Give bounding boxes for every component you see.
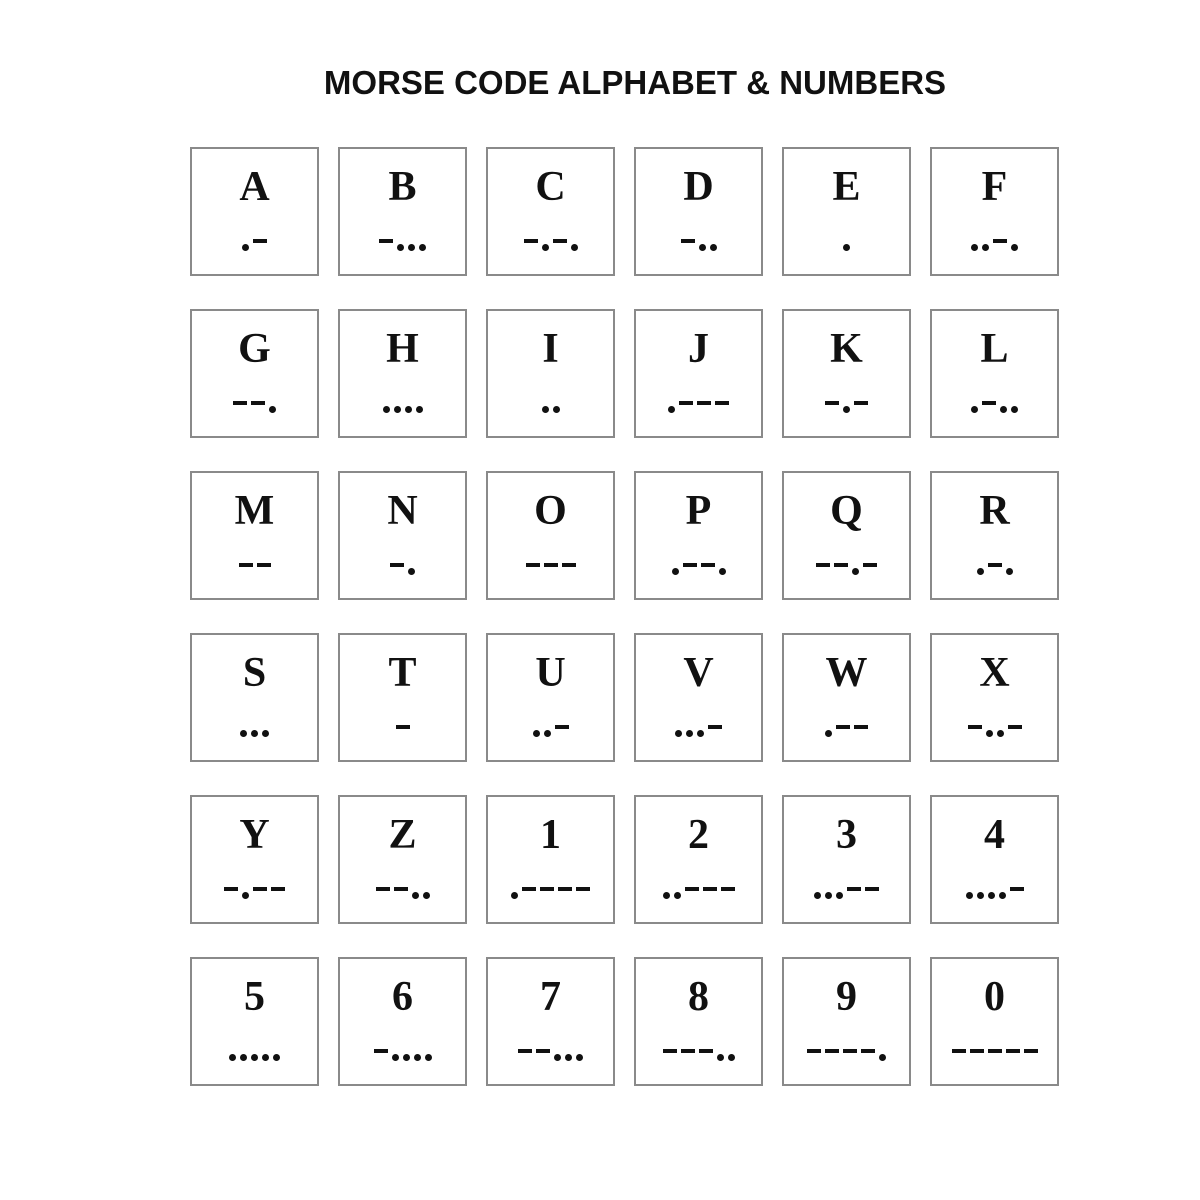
- card-character: Z: [388, 812, 417, 858]
- dot-icon: [408, 244, 415, 251]
- morse-card-e: [782, 147, 911, 276]
- dot-icon: [982, 244, 989, 251]
- dot-icon: [383, 406, 390, 413]
- dot-icon: [986, 730, 993, 737]
- card-morse-code: [488, 391, 613, 415]
- dash-icon: [816, 563, 830, 567]
- dash-icon: [685, 887, 699, 891]
- card-character: I: [542, 326, 559, 372]
- dot-icon: [719, 568, 726, 575]
- morse-card-h: [338, 309, 467, 438]
- dot-icon: [836, 892, 843, 899]
- morse-card-j: [634, 309, 763, 438]
- dot-icon: [544, 730, 551, 737]
- dash-icon: [708, 725, 722, 729]
- dot-icon: [699, 244, 706, 251]
- dash-icon: [558, 887, 572, 891]
- card-morse-code: [192, 877, 317, 901]
- dash-icon: [251, 401, 265, 405]
- dash-icon: [807, 1049, 821, 1053]
- dash-icon: [555, 725, 569, 729]
- dash-icon: [562, 563, 576, 567]
- dot-icon: [412, 892, 419, 899]
- dot-icon: [554, 1054, 561, 1061]
- morse-card-6: [338, 957, 467, 1086]
- card-morse-code: [636, 1039, 761, 1063]
- card-morse-code: [784, 553, 909, 577]
- dash-icon: [968, 725, 982, 729]
- dash-icon: [271, 887, 285, 891]
- morse-card-u: [486, 633, 615, 762]
- card-character: J: [688, 326, 709, 372]
- card-character: 1: [540, 812, 561, 858]
- dash-icon: [374, 1049, 388, 1053]
- morse-card-o: [486, 471, 615, 600]
- dot-icon: [423, 892, 430, 899]
- dash-icon: [861, 1049, 875, 1053]
- dot-icon: [825, 892, 832, 899]
- dash-icon: [681, 1049, 695, 1053]
- dash-icon: [1006, 1049, 1020, 1053]
- dash-icon: [988, 1049, 1002, 1053]
- card-character: N: [387, 488, 418, 534]
- dash-icon: [825, 1049, 839, 1053]
- dot-icon: [392, 1054, 399, 1061]
- dash-icon: [854, 725, 868, 729]
- dot-icon: [977, 568, 984, 575]
- dot-icon: [879, 1054, 886, 1061]
- dash-icon: [721, 887, 735, 891]
- card-character: 8: [688, 974, 709, 1020]
- morse-card-3: [782, 795, 911, 924]
- dot-icon: [229, 1054, 236, 1061]
- card-character: W: [825, 650, 868, 696]
- dash-icon: [524, 239, 538, 243]
- dash-icon: [865, 887, 879, 891]
- card-morse-code: [636, 877, 761, 901]
- card-character: V: [683, 650, 714, 696]
- card-character: Q: [830, 488, 863, 534]
- card-character: T: [388, 650, 417, 696]
- morse-card-t: [338, 633, 467, 762]
- dash-icon: [239, 563, 253, 567]
- dot-icon: [565, 1054, 572, 1061]
- morse-card-8: [634, 957, 763, 1086]
- morse-card-q: [782, 471, 911, 600]
- dash-icon: [522, 887, 536, 891]
- card-morse-code: [636, 715, 761, 739]
- card-morse-code: [932, 553, 1057, 577]
- dot-icon: [542, 244, 549, 251]
- dash-icon: [701, 563, 715, 567]
- dash-icon: [834, 563, 848, 567]
- card-morse-code: [488, 877, 613, 901]
- morse-card-7: [486, 957, 615, 1086]
- dash-icon: [825, 401, 839, 405]
- dot-icon: [240, 1054, 247, 1061]
- dash-icon: [847, 887, 861, 891]
- card-character: G: [238, 326, 271, 372]
- dash-icon: [836, 725, 850, 729]
- dot-icon: [511, 892, 518, 899]
- dot-icon: [262, 730, 269, 737]
- dot-icon: [397, 244, 404, 251]
- dot-icon: [571, 244, 578, 251]
- dot-icon: [971, 406, 978, 413]
- dash-icon: [854, 401, 868, 405]
- dash-icon: [663, 1049, 677, 1053]
- dash-icon: [697, 401, 711, 405]
- card-character: 6: [392, 974, 413, 1020]
- dot-icon: [825, 730, 832, 737]
- card-morse-code: [784, 391, 909, 415]
- dot-icon: [419, 244, 426, 251]
- dot-icon: [814, 892, 821, 899]
- card-character: 3: [836, 812, 857, 858]
- card-character: S: [242, 650, 267, 696]
- dot-icon: [414, 1054, 421, 1061]
- dash-icon: [1008, 725, 1022, 729]
- card-morse-code: [192, 553, 317, 577]
- card-morse-code: [192, 715, 317, 739]
- morse-card-d: [634, 147, 763, 276]
- dash-icon: [683, 563, 697, 567]
- card-morse-code: [340, 1039, 465, 1063]
- morse-card-b: [338, 147, 467, 276]
- dash-icon: [699, 1049, 713, 1053]
- dot-icon: [668, 406, 675, 413]
- card-character: R: [979, 488, 1010, 534]
- dot-icon: [262, 1054, 269, 1061]
- dash-icon: [843, 1049, 857, 1053]
- morse-card-k: [782, 309, 911, 438]
- card-character: 0: [984, 974, 1005, 1020]
- morse-card-x: [930, 633, 1059, 762]
- morse-card-i: [486, 309, 615, 438]
- dot-icon: [997, 730, 1004, 737]
- card-morse-code: [192, 391, 317, 415]
- dot-icon: [999, 892, 1006, 899]
- dash-icon: [952, 1049, 966, 1053]
- dash-icon: [396, 725, 410, 729]
- morse-card-9: [782, 957, 911, 1086]
- dash-icon: [970, 1049, 984, 1053]
- dot-icon: [674, 892, 681, 899]
- card-character: K: [830, 326, 863, 372]
- card-morse-code: [340, 553, 465, 577]
- card-character: P: [685, 488, 712, 534]
- card-character: 2: [688, 812, 709, 858]
- dot-icon: [966, 892, 973, 899]
- dash-icon: [390, 563, 404, 567]
- dot-icon: [542, 406, 549, 413]
- card-morse-code: [932, 1039, 1057, 1063]
- dash-icon: [518, 1049, 532, 1053]
- card-morse-code: [340, 229, 465, 253]
- dot-icon: [269, 406, 276, 413]
- dot-icon: [403, 1054, 410, 1061]
- morse-card-g: [190, 309, 319, 438]
- morse-card-r: [930, 471, 1059, 600]
- card-character: 7: [540, 974, 561, 1020]
- dash-icon: [253, 887, 267, 891]
- dot-icon: [672, 568, 679, 575]
- card-morse-code: [488, 229, 613, 253]
- dot-icon: [242, 892, 249, 899]
- morse-card-1: [486, 795, 615, 924]
- dash-icon: [540, 887, 554, 891]
- morse-card-c: [486, 147, 615, 276]
- card-morse-code: [192, 1039, 317, 1063]
- dash-icon: [379, 239, 393, 243]
- page-title: MORSE CODE ALPHABET & NUMBERS: [323, 64, 947, 101]
- card-morse-code: [932, 229, 1057, 253]
- card-morse-code: [340, 715, 465, 739]
- dot-icon: [1011, 406, 1018, 413]
- card-morse-code: [784, 715, 909, 739]
- morse-card-v: [634, 633, 763, 762]
- dot-icon: [533, 730, 540, 737]
- card-morse-code: [784, 229, 909, 253]
- card-character: M: [234, 488, 275, 534]
- dot-icon: [1000, 406, 1007, 413]
- dash-icon: [1024, 1049, 1038, 1053]
- dot-icon: [576, 1054, 583, 1061]
- dot-icon: [971, 244, 978, 251]
- card-morse-code: [636, 229, 761, 253]
- dash-icon: [703, 887, 717, 891]
- dash-icon: [681, 239, 695, 243]
- morse-card-s: [190, 633, 319, 762]
- card-character: O: [534, 488, 567, 534]
- morse-card-5: [190, 957, 319, 1086]
- card-character: H: [386, 326, 419, 372]
- dot-icon: [553, 406, 560, 413]
- dot-icon: [843, 406, 850, 413]
- card-character: 4: [984, 812, 1005, 858]
- dot-icon: [416, 406, 423, 413]
- dot-icon: [1006, 568, 1013, 575]
- dash-icon: [257, 563, 271, 567]
- morse-card-m: [190, 471, 319, 600]
- dot-icon: [843, 244, 850, 251]
- dash-icon: [993, 239, 1007, 243]
- dot-icon: [425, 1054, 432, 1061]
- dot-icon: [242, 244, 249, 251]
- card-morse-code: [932, 877, 1057, 901]
- card-morse-code: [488, 553, 613, 577]
- dash-icon: [253, 239, 267, 243]
- dash-icon: [863, 563, 877, 567]
- dot-icon: [240, 730, 247, 737]
- dot-icon: [717, 1054, 724, 1061]
- card-character: U: [535, 650, 566, 696]
- dash-icon: [988, 563, 1002, 567]
- dash-icon: [376, 887, 390, 891]
- morse-card-n: [338, 471, 467, 600]
- dot-icon: [251, 730, 258, 737]
- card-character: E: [832, 164, 861, 210]
- dot-icon: [697, 730, 704, 737]
- dash-icon: [553, 239, 567, 243]
- card-morse-code: [784, 877, 909, 901]
- dot-icon: [728, 1054, 735, 1061]
- dash-icon: [526, 563, 540, 567]
- card-character: 5: [244, 974, 265, 1020]
- card-morse-code: [488, 715, 613, 739]
- dot-icon: [273, 1054, 280, 1061]
- dash-icon: [394, 887, 408, 891]
- morse-card-w: [782, 633, 911, 762]
- morse-card-4: [930, 795, 1059, 924]
- card-character: L: [980, 326, 1009, 372]
- dot-icon: [686, 730, 693, 737]
- morse-card-p: [634, 471, 763, 600]
- card-character: A: [239, 164, 270, 210]
- dot-icon: [710, 244, 717, 251]
- dot-icon: [663, 892, 670, 899]
- card-character: B: [388, 164, 417, 210]
- dot-icon: [251, 1054, 258, 1061]
- card-character: F: [981, 164, 1008, 210]
- card-character: C: [535, 164, 566, 210]
- card-morse-code: [488, 1039, 613, 1063]
- morse-card-z: [338, 795, 467, 924]
- morse-card-0: [930, 957, 1059, 1086]
- dash-icon: [224, 887, 238, 891]
- morse-card-2: [634, 795, 763, 924]
- card-morse-code: [636, 391, 761, 415]
- card-character: D: [683, 164, 714, 210]
- dot-icon: [988, 892, 995, 899]
- dot-icon: [408, 568, 415, 575]
- dot-icon: [977, 892, 984, 899]
- card-character: Y: [239, 812, 270, 858]
- dot-icon: [394, 406, 401, 413]
- dash-icon: [233, 401, 247, 405]
- card-morse-code: [784, 1039, 909, 1063]
- dash-icon: [715, 401, 729, 405]
- morse-card-l: [930, 309, 1059, 438]
- dash-icon: [982, 401, 996, 405]
- morse-card-grid: [190, 147, 1060, 1086]
- card-character: X: [979, 650, 1010, 696]
- dash-icon: [1010, 887, 1024, 891]
- morse-card-a: [190, 147, 319, 276]
- dot-icon: [405, 406, 412, 413]
- dot-icon: [675, 730, 682, 737]
- dash-icon: [536, 1049, 550, 1053]
- dot-icon: [1011, 244, 1018, 251]
- dash-icon: [576, 887, 590, 891]
- card-morse-code: [932, 391, 1057, 415]
- dash-icon: [679, 401, 693, 405]
- dot-icon: [852, 568, 859, 575]
- card-morse-code: [340, 877, 465, 901]
- card-character: 9: [836, 974, 857, 1020]
- card-morse-code: [192, 229, 317, 253]
- dash-icon: [544, 563, 558, 567]
- card-morse-code: [932, 715, 1057, 739]
- morse-card-f: [930, 147, 1059, 276]
- card-morse-code: [636, 553, 761, 577]
- morse-card-y: [190, 795, 319, 924]
- card-morse-code: [340, 391, 465, 415]
